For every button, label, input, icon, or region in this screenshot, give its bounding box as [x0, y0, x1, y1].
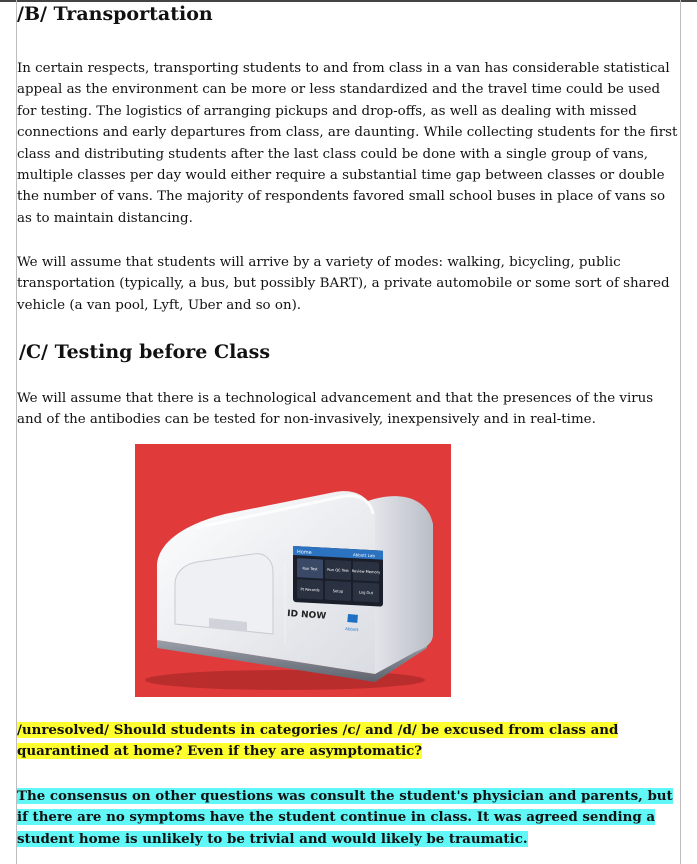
- transportation-paragraph-1: In certain respects, transporting students to and from class in a van has considerable statistical appeal as the environment can be more or less standardized and the travel time could be used for testing. The logistics of arranging pickups and drop-offs, as well as dealing with missed connections and early departures from class, are daunting. While collecting students for the first class and distributing students after the last class could be done with a single group of vans, multiple classes per day would either require a substantial time gap between classes or double the number of vans. The majority of respondents favored small school buses in place of vans so as to maintain distancing.: [17, 61, 678, 226]
- consensus-highlight: The consensus on other questions was consult the student's physician and parents, but if there are no symptoms have the student continue in class. It was agreed sending a student home is unlikely to be trivial and would likely be traumatic.: [17, 788, 673, 847]
- abbott-logo-icon: [347, 614, 358, 623]
- logo-text-mark: Abbott: [344, 626, 359, 633]
- screen-button-label: Review Memory: [351, 569, 381, 575]
- test-device-illustration: [135, 444, 451, 697]
- screen-button-label: Run QC Test: [327, 567, 349, 573]
- device-label: ID NOW: [286, 609, 327, 622]
- test-device-image: [135, 444, 451, 697]
- unresolved-highlight: /unresolved/ Should students in categories /c/ and /d/ be excused from class and quarantined at home? Even if they are asymptomatic?: [17, 722, 619, 760]
- screen-button-label: Log Out: [358, 590, 374, 596]
- screen-header: Home: [297, 549, 312, 556]
- unresolved-question: [17, 720, 679, 763]
- transportation-paragraph-2: We will assume that students will arrive by a variety of modes: walking, bicycling, public transportation (typically, a bus, but possibly BART), a private automobile or some sort of shared vehicle (a van pool, Lyft, Uber and so on).: [17, 255, 670, 313]
- screen-header-right: Abbott Lab: [353, 552, 375, 559]
- screen-button-label: Setup: [332, 589, 344, 594]
- right-margin-guide: [680, 0, 681, 864]
- consensus-note: [17, 786, 679, 850]
- screen-button-label: Run Test: [302, 566, 318, 572]
- screen-button-label: Pt Records: [300, 587, 320, 593]
- testing-paragraph: We will assume that there is a technological advancement and that the presences of the virus and of the antibodies can be tested for non-invasively, inexpensively and in real-time.: [17, 391, 654, 428]
- section-heading-transportation: /B/ Transportation: [17, 3, 213, 25]
- section-heading-testing: /C/ Testing before Class: [19, 341, 271, 363]
